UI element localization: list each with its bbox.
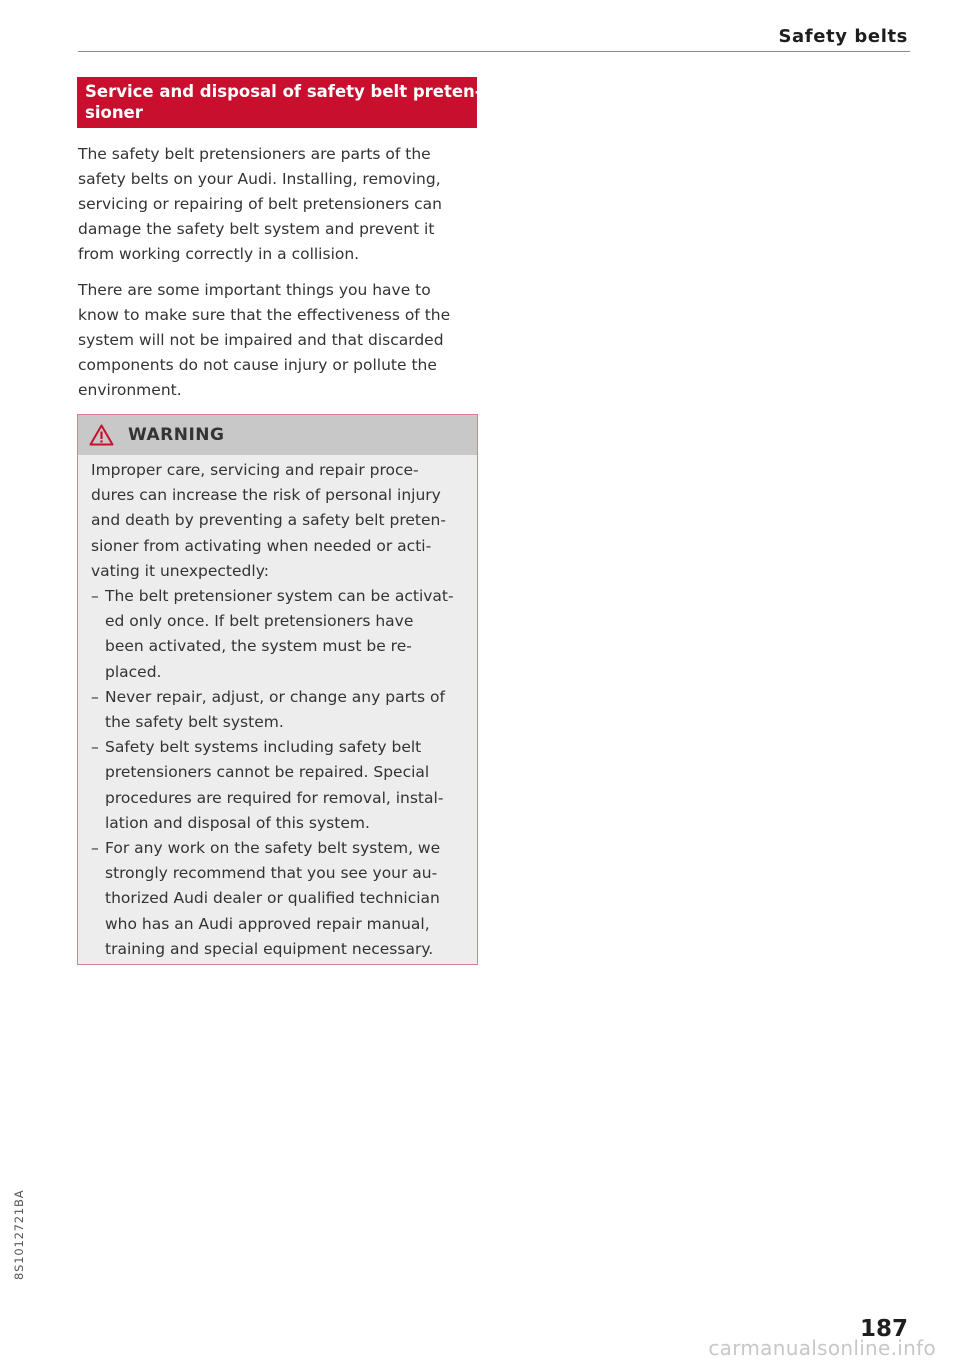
chapter-title: Safety belts xyxy=(778,26,908,47)
bullet-line: thorized Audi dealer or qualified technician xyxy=(105,889,440,908)
header-divider xyxy=(78,51,910,52)
paragraph-line: know to make sure that the effectiveness of the xyxy=(78,306,451,324)
bullet-dash: – xyxy=(91,738,99,757)
bullet-line: procedures are required for removal, instal- xyxy=(105,788,444,807)
warning-line: and death by preventing a safety belt preten- xyxy=(91,511,446,530)
warning-bullet-item xyxy=(91,685,471,735)
intro-paragraph xyxy=(78,142,478,267)
paragraph-line: from working correctly in a collision. xyxy=(78,245,360,263)
paragraph-line: system will not be impaired and that discarded xyxy=(78,331,444,349)
warning-bullet-item xyxy=(91,584,471,685)
paragraph-line: servicing or repairing of belt pretensioners can xyxy=(78,195,442,213)
paragraph-line: The safety belt pretensioners are parts of the xyxy=(78,145,431,163)
bullet-line: the safety belt system. xyxy=(105,713,284,732)
bullet-line: The belt pretensioner system can be activat- xyxy=(105,587,454,606)
bullet-line: training and special equipment necessary. xyxy=(105,939,434,958)
page-number: 187 xyxy=(859,1316,908,1342)
section-heading-line: sioner xyxy=(85,103,143,122)
section-heading-line: Service and disposal of safety belt preten- xyxy=(85,82,482,101)
bullet-line: who has an Audi approved repair manual, xyxy=(105,914,430,933)
watermark-text: carmanualsonline.info xyxy=(708,1336,936,1360)
section-heading xyxy=(77,77,482,128)
important-things-paragraph xyxy=(78,278,478,403)
bullet-dash: – xyxy=(91,587,99,606)
paragraph-line: damage the safety belt system and prevent it xyxy=(78,220,435,238)
bullet-dash: – xyxy=(91,687,99,706)
paragraph-line: components do not cause injury or pollute the xyxy=(78,356,437,374)
warning-line: sioner from activating when needed or acti- xyxy=(91,536,432,555)
warning-box xyxy=(77,414,478,965)
warning-triangle-icon xyxy=(89,424,114,446)
warning-title: WARNING xyxy=(128,425,225,445)
bullet-line: strongly recommend that you see your au- xyxy=(105,864,438,883)
bullet-line: placed. xyxy=(105,662,162,681)
bullet-dash: – xyxy=(91,839,99,858)
bullet-line: ed only once. If belt pretensioners have xyxy=(105,612,414,631)
bullet-line: pretensioners cannot be repaired. Special xyxy=(105,763,430,782)
bullet-line: For any work on the safety belt system, we xyxy=(105,839,441,858)
warning-bullet-item xyxy=(91,836,471,962)
paragraph-line: environment. xyxy=(78,381,182,399)
document-code: 8S1012721BA xyxy=(12,1189,26,1280)
paragraph-line: safety belts on your Audi. Installing, removing, xyxy=(78,170,441,188)
bullet-line: lation and disposal of this system. xyxy=(105,813,370,832)
warning-line: Improper care, servicing and repair proce- xyxy=(91,461,419,479)
bullet-line: been activated, the system must be re- xyxy=(105,637,412,656)
bullet-line: Safety belt systems including safety belt xyxy=(105,738,422,757)
warning-line: dures can increase the risk of personal injury xyxy=(91,486,441,505)
warning-line: vating it unexpectedly: xyxy=(91,561,269,580)
warning-bullet-item xyxy=(91,735,471,836)
paragraph-line: There are some important things you have to xyxy=(78,281,431,299)
warning-header xyxy=(78,415,477,455)
bullet-line: Never repair, adjust, or change any parts of xyxy=(105,687,445,706)
warning-body xyxy=(91,458,471,962)
